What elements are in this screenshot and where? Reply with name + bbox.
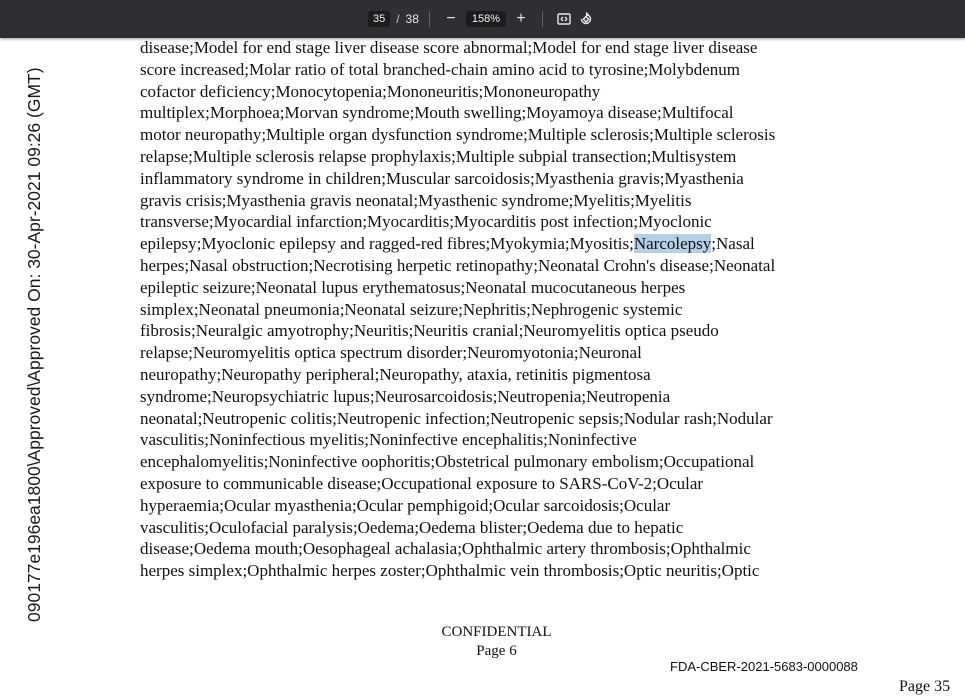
document-id: FDA-CBER-2021-5683-0000088 (670, 659, 858, 674)
document-text-line (140, 168, 900, 190)
text-segment: score increased;Molar ratio of total branched-chain amino acid to tyrosine;Molybdenum (140, 59, 740, 79)
total-pages: 38 (405, 12, 419, 26)
toolbar-divider (429, 11, 430, 27)
zoom-level-field[interactable]: 158% (466, 11, 506, 27)
document-body (140, 37, 900, 582)
text-segment: epileptic seizure;Neonatal lupus erythematosus;Neonatal mucocutaneous herpes (140, 277, 686, 297)
document-text-line (140, 255, 900, 277)
confidential-label: CONFIDENTIAL (441, 624, 552, 640)
document-text-line (140, 495, 900, 517)
document-text-line (140, 342, 900, 364)
current-page-input[interactable]: 35 (368, 11, 390, 27)
text-segment: fibrosis;Neuralgic amyotrophy;Neuritis;Neuritis cranial;Neuromyelitis optica pseudo (140, 321, 719, 341)
document-text-line (140, 102, 900, 124)
text-segment: neonatal;Neutropenic colitis;Neutropenic infection;Neutropenic sepsis;Nodular rash;Nodular (140, 408, 773, 428)
text-segment: disease;Oedema mouth;Oesophageal achalasia;Ophthalmic artery thrombosis;Ophthalmic (140, 539, 751, 559)
text-segment: transverse;Myocardial infarction;Myocarditis;Myocarditis post infection;Myoclonic (140, 212, 712, 232)
approval-stamp: 090177e196ea1800\Approved\Approved On: 30-Apr-2021 09:26 (GMT) (24, 67, 44, 622)
document-text-line (140, 320, 900, 342)
pdf-toolbar (0, 0, 965, 38)
document-text-line (140, 364, 900, 386)
document-text-line (140, 408, 900, 430)
document-text-line (140, 517, 900, 539)
text-segment: vasculitis;Oculofacial paralysis;Oedema;Oedema blister;Oedema due to hepatic (140, 517, 684, 537)
text-segment: relapse;Neuromyelitis optica spectrum disorder;Neuromyotonia;Neuronal (140, 343, 642, 363)
document-text-line (140, 429, 900, 451)
text-segment: gravis crisis;Myasthenia gravis neonatal;Myasthenic syndrome;Myelitis;Myelitis (140, 190, 692, 210)
text-segment: epilepsy;Myoclonic epilepsy and ragged-red fibres;Myokymia;Myositis; (140, 234, 634, 254)
document-text-line (140, 538, 900, 560)
toolbar-divider (542, 11, 543, 27)
text-segment: encephalomyelitis;Noninfective oophoritis;Obstetrical pulmonary embolism;Occupational (140, 452, 755, 472)
document-text-line (140, 124, 900, 146)
text-segment: herpes simplex;Ophthalmic herpes zoster;Ophthalmic vein thrombosis;Optic neuritis;Optic (140, 561, 760, 581)
document-text-line (140, 211, 900, 233)
document-text-line (140, 146, 900, 168)
document-text-line (140, 190, 900, 212)
document-text-line (140, 299, 900, 321)
text-segment: neuropathy;Neuropathy peripheral;Neuropathy, ataxia, retinitis pigmentosa (140, 364, 651, 384)
document-text-line (140, 37, 900, 59)
document-text-line (140, 386, 900, 408)
text-segment: motor neuropathy;Multiple organ dysfunction syndrome;Multiple sclerosis;Multiple sclerosis (140, 125, 776, 145)
text-segment: disease;Model for end stage liver disease score abnormal;Model for end stage liver disease (140, 38, 758, 57)
pdf-page-label: Page 35 (899, 678, 951, 695)
page-footer: Page 6 (476, 643, 517, 659)
text-segment: herpes;Nasal obstruction;Necrotising herpetic retinopathy;Neonatal Crohn's disease;Neonatal (140, 255, 776, 275)
text-segment: vasculitis;Noninfectious myelitis;Noninfective encephalitis;Noninfective (140, 430, 637, 450)
text-segment: relapse;Multiple sclerosis relapse prophylaxis;Multiple subpial transection;Multisystem (140, 146, 737, 166)
document-text-line (140, 59, 900, 81)
rotate-icon[interactable] (575, 8, 597, 30)
text-segment: inflammatory syndrome in children;Muscular sarcoidosis;Myasthenia gravis;Myasthenia (140, 168, 744, 188)
text-segment: cofactor deficiency;Monocytopenia;Mononeuritis;Mononeuropathy (140, 81, 601, 101)
search-highlight: Narcolepsy (633, 234, 712, 254)
document-text-line (140, 233, 900, 255)
text-segment: exposure to communicable disease;Occupational exposure to SARS-CoV-2;Ocular (140, 473, 704, 493)
fit-page-icon[interactable] (553, 8, 575, 30)
document-text-line (140, 473, 900, 495)
document-text-line (140, 277, 900, 299)
document-text-line (140, 451, 900, 473)
text-segment: hyperaemia;Ocular myasthenia;Ocular pemphigoid;Ocular sarcoidosis;Ocular (140, 495, 671, 515)
text-segment: simplex;Neonatal pneumonia;Neonatal seizure;Nephritis;Nephrogenic systemic (140, 299, 683, 319)
document-text-line (140, 560, 900, 582)
text-segment: multiplex;Morphoea;Morvan syndrome;Mouth swelling;Moyamoya disease;Multifocal (140, 103, 734, 123)
zoom-in-icon[interactable]: + (516, 10, 526, 27)
text-segment: syndrome;Neuropsychiatric lupus;Neurosarcoidosis;Neutropenia;Neutropenia (140, 386, 671, 406)
text-segment: ;Nasal (711, 234, 755, 254)
zoom-out-icon[interactable]: − (446, 10, 456, 27)
document-text-line (140, 81, 900, 103)
page-separator: / (396, 12, 400, 26)
